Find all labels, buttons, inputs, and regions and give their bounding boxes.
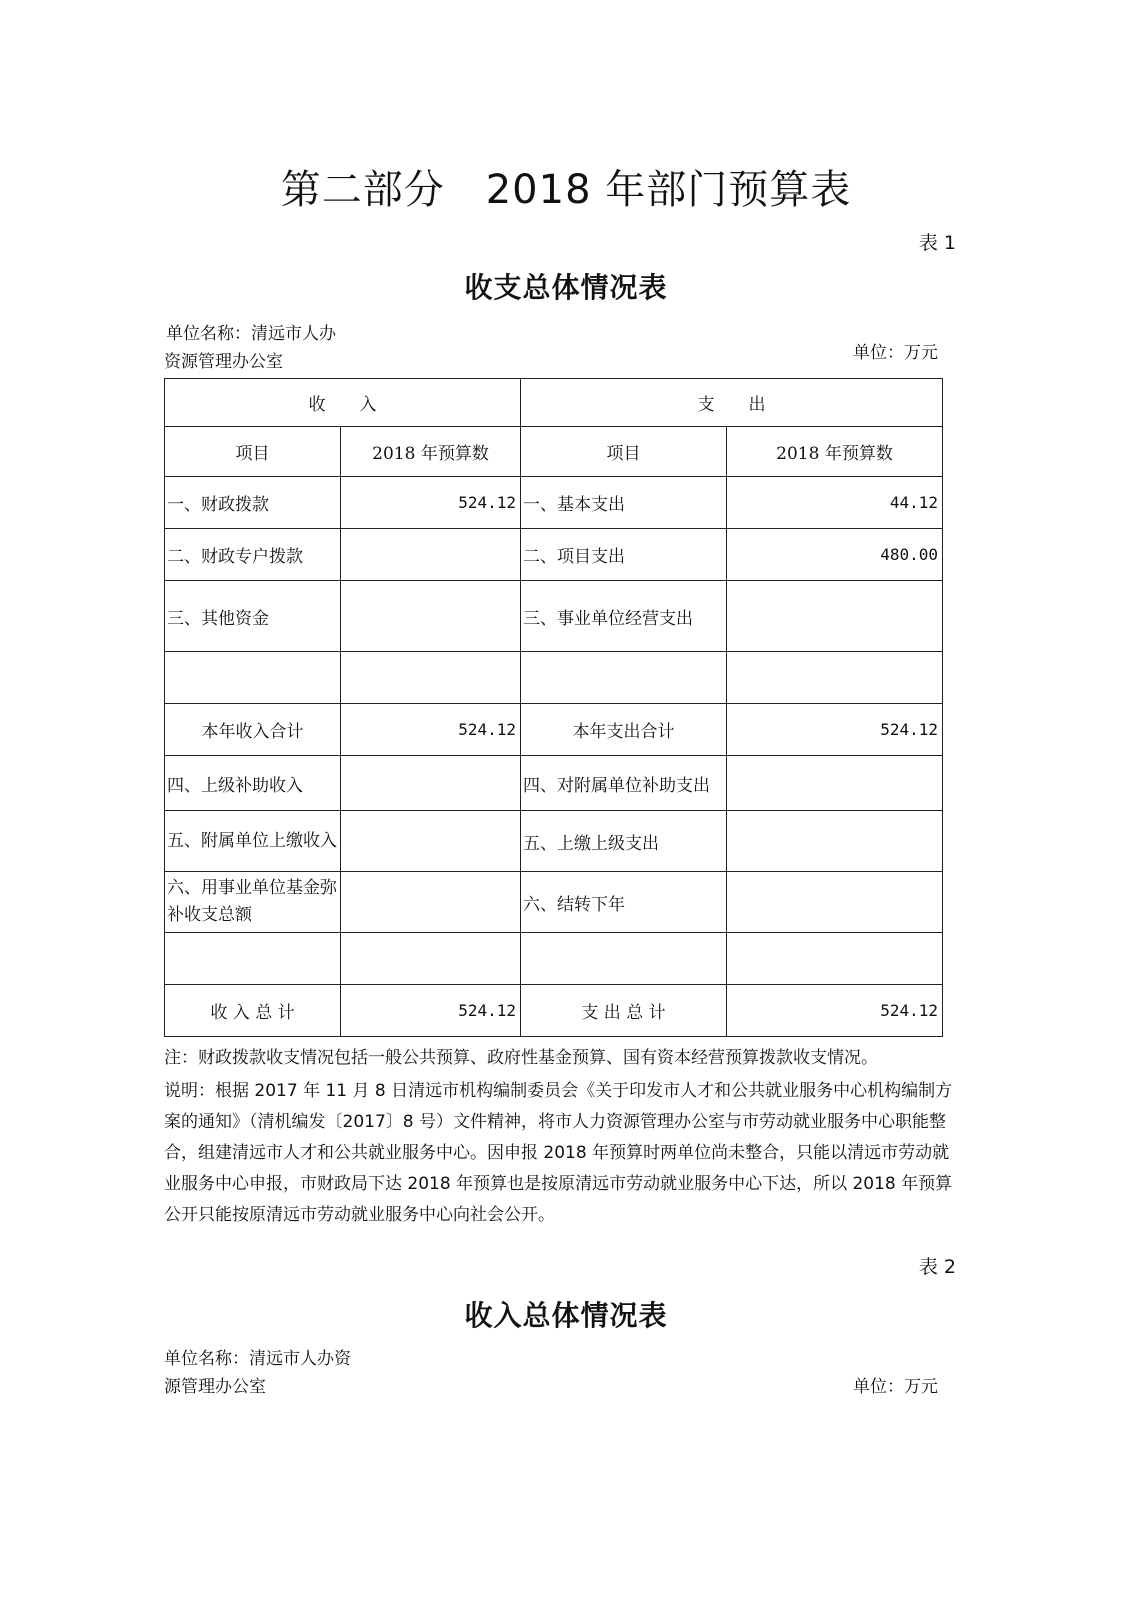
- income-header: 收 入: [165, 379, 521, 427]
- table-row: [165, 756, 943, 811]
- expense-value: [727, 933, 943, 985]
- expense-item: [521, 933, 727, 985]
- expense-value: [727, 811, 943, 872]
- expense-budget-header: 2018 年预算数: [727, 427, 943, 477]
- funding-note: 注：财政拨款收支情况包括一般公共预算、政府性基金预算、国有资本经营预算拨款收支情况。: [164, 1048, 878, 1068]
- table2-unit-name-line2: 源管理办公室: [164, 1377, 266, 1397]
- income-total-value: 524.12: [341, 985, 521, 1037]
- income-item: 五、附属单位上缴收入: [165, 811, 341, 872]
- income-item: 一、财政拨款: [165, 477, 341, 529]
- table-row: [165, 477, 943, 529]
- table1-unit-name-line2: 资源管理办公室: [164, 352, 283, 372]
- income-value: [341, 652, 521, 704]
- income-expense-table: [164, 378, 943, 1037]
- total-row: [165, 985, 943, 1037]
- column-header-row: [165, 427, 943, 477]
- income-item: 六、用事业单位基金弥补收支总额: [165, 872, 341, 933]
- table-row: [165, 581, 943, 652]
- expense-value: [727, 581, 943, 652]
- page-title: 第二部分 2018 年部门预算表: [280, 167, 852, 213]
- table2-title: 收入总体情况表: [464, 1299, 668, 1332]
- income-value: [341, 756, 521, 811]
- expense-value: 44.12: [727, 477, 943, 529]
- income-item: 三、其他资金: [165, 581, 341, 652]
- expense-item: 六、结转下年: [521, 872, 727, 933]
- expense-total-label: 支 出 总 计: [521, 985, 727, 1037]
- expense-item: 三、事业单位经营支出: [521, 581, 727, 652]
- table-row: [165, 652, 943, 704]
- expense-total-value: 524.12: [727, 985, 943, 1037]
- table2-unit: 单位：万元: [853, 1377, 938, 1397]
- expense-value: [727, 756, 943, 811]
- expense-item-header: 项目: [521, 427, 727, 477]
- income-value: [341, 933, 521, 985]
- income-value: [341, 811, 521, 872]
- table1-number: 表 1: [918, 232, 956, 254]
- expense-item: 一、基本支出: [521, 477, 727, 529]
- expense-subtotal-label: 本年支出合计: [521, 704, 727, 756]
- expense-item: 四、对附属单位补助支出: [521, 756, 727, 811]
- table1-unit: 单位：万元: [853, 343, 938, 363]
- income-item: 四、上级补助收入: [165, 756, 341, 811]
- expense-header: 支 出: [521, 379, 943, 427]
- table1-unit-name-line1: 单位名称：清远市人办: [166, 324, 336, 344]
- explanation-paragraph: 说明：根据 2017 年 11 月 8 日清远市机构编制委员会《关于印发市人才和公共就业服务中心机构编制方案的通知》（清机编发〔2017〕8 号）文件精神，将市人力资源管理办公室与市劳动就业服务中心职能整合，组建清远市人才和公共就业服务中心。因申报 2018 年预算时两单位尚未整合，只能以清远市劳动就业服务中心申报，市财政局下达 2018 年预算也是按原清远市劳动就业服务中心下达，所以 2018 年预算公开只能按原清远市劳动就业服务中心向社会公开。: [164, 1081, 953, 1225]
- expense-value: 480.00: [727, 529, 943, 581]
- table1-title: 收支总体情况表: [464, 271, 668, 304]
- expense-value: [727, 652, 943, 704]
- income-value: [341, 529, 521, 581]
- notes-section: [164, 1043, 954, 1231]
- income-budget-header: 2018 年预算数: [341, 427, 521, 477]
- income-value: [341, 581, 521, 652]
- table-row: [165, 811, 943, 872]
- income-item: 二、财政专户拨款: [165, 529, 341, 581]
- table2-unit-name-line1: 单位名称：清远市人办资: [164, 1349, 351, 1369]
- income-total-label: 收 入 总 计: [165, 985, 341, 1037]
- section-header-row: [165, 379, 943, 427]
- income-item: [165, 933, 341, 985]
- table2-number: 表 2: [918, 1256, 956, 1278]
- table-row: [165, 933, 943, 985]
- income-item-header: 项目: [165, 427, 341, 477]
- income-item: [165, 652, 341, 704]
- expense-subtotal-value: 524.12: [727, 704, 943, 756]
- table-row: [165, 872, 943, 933]
- income-value: [341, 872, 521, 933]
- expense-value: [727, 872, 943, 933]
- income-value: 524.12: [341, 477, 521, 529]
- expense-item: 二、项目支出: [521, 529, 727, 581]
- income-subtotal-label: 本年收入合计: [165, 704, 341, 756]
- income-subtotal-value: 524.12: [341, 704, 521, 756]
- expense-item: 五、上缴上级支出: [521, 811, 727, 872]
- expense-item: [521, 652, 727, 704]
- table-row: [165, 529, 943, 581]
- subtotal-row: [165, 704, 943, 756]
